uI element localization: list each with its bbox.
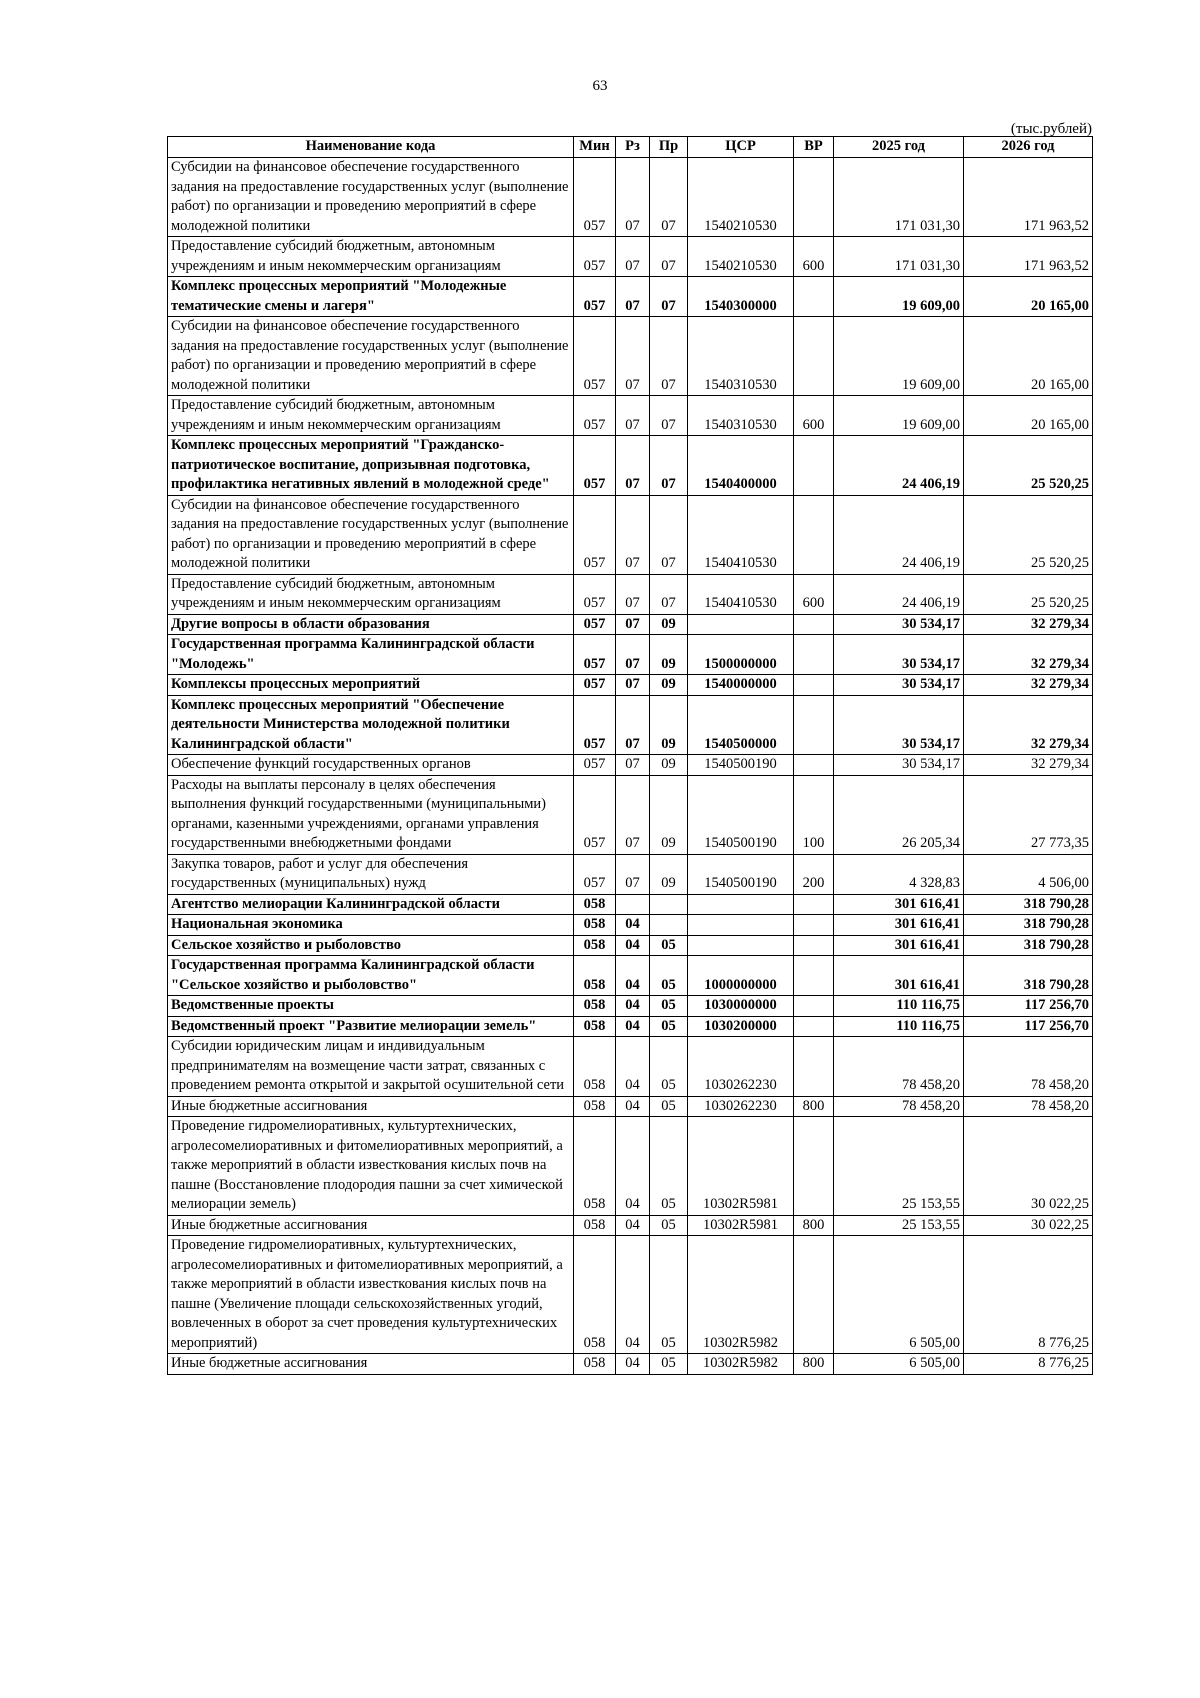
table-header-row xyxy=(168,137,1093,158)
table-row xyxy=(168,396,1093,436)
pr-cell: 09 xyxy=(650,635,688,675)
min-cell: 057 xyxy=(574,614,616,635)
vr-cell xyxy=(794,317,834,396)
rz-cell: 07 xyxy=(616,635,650,675)
rz-cell: 04 xyxy=(616,1236,650,1354)
rz-cell: 04 xyxy=(616,996,650,1017)
csr-cell: 1540500190 xyxy=(688,755,794,776)
vr-cell: 800 xyxy=(794,1215,834,1236)
pr-cell: 07 xyxy=(650,158,688,237)
name-cell: Субсидии юридическим лицам и индивидуальным предпринимателям на возмещение части затрат, связанных с проведением ремонта открытой и закрытой осушительной сети xyxy=(168,1037,574,1097)
min-cell: 057 xyxy=(574,277,616,317)
vr-cell xyxy=(794,675,834,696)
rz-cell: 07 xyxy=(616,695,650,755)
name-cell: Проведение гидромелиоративных, культуртехнических, агролесомелиоративных и фитомелиоративных мероприятий, а также мероприятий в области известкования кислых почв на пашне (Увеличение площади сельскохозяйственных угодий, вовлеченных в оборот за счет проведения культуртехнических мероприятий) xyxy=(168,1236,574,1354)
min-cell: 058 xyxy=(574,996,616,1017)
value-2025-cell: 30 534,17 xyxy=(834,635,964,675)
min-cell: 058 xyxy=(574,894,616,915)
value-2025-cell: 26 205,34 xyxy=(834,775,964,854)
name-cell: Государственная программа Калининградской области "Сельское хозяйство и рыболовство" xyxy=(168,956,574,996)
min-cell: 057 xyxy=(574,675,616,696)
name-cell: Другие вопросы в области образования xyxy=(168,614,574,635)
table-row xyxy=(168,1117,1093,1216)
value-2025-cell: 6 505,00 xyxy=(834,1354,964,1375)
min-cell: 057 xyxy=(574,396,616,436)
value-2026-cell: 8 776,25 xyxy=(964,1236,1093,1354)
value-2025-cell: 171 031,30 xyxy=(834,237,964,277)
value-2026-cell: 4 506,00 xyxy=(964,854,1093,894)
vr-cell xyxy=(794,755,834,776)
rz-cell: 07 xyxy=(616,614,650,635)
csr-cell: 1540000000 xyxy=(688,675,794,696)
name-cell: Субсидии на финансовое обеспечение государственного задания на предоставление государственных услуг (выполнение работ) по организации и проведению мероприятий в сфере молодежной политики xyxy=(168,495,574,574)
vr-cell xyxy=(794,935,834,956)
min-cell: 058 xyxy=(574,1215,616,1236)
vr-cell xyxy=(794,1236,834,1354)
vr-cell: 800 xyxy=(794,1354,834,1375)
pr-cell: 05 xyxy=(650,1096,688,1117)
table-row xyxy=(168,574,1093,614)
rz-cell: 07 xyxy=(616,495,650,574)
table-row xyxy=(168,695,1093,755)
rz-cell: 04 xyxy=(616,1354,650,1375)
csr-cell: 1030200000 xyxy=(688,1016,794,1037)
value-2025-cell: 24 406,19 xyxy=(834,574,964,614)
name-cell: Ведомственный проект "Развитие мелиорации земель" xyxy=(168,1016,574,1037)
value-2025-cell: 30 534,17 xyxy=(834,755,964,776)
value-2026-cell: 32 279,34 xyxy=(964,635,1093,675)
value-2025-cell: 30 534,17 xyxy=(834,614,964,635)
value-2025-cell: 24 406,19 xyxy=(834,495,964,574)
table-row xyxy=(168,675,1093,696)
csr-cell: 1540400000 xyxy=(688,436,794,496)
rz-cell xyxy=(616,894,650,915)
min-cell: 057 xyxy=(574,775,616,854)
vr-cell xyxy=(794,1117,834,1216)
vr-cell xyxy=(794,495,834,574)
vr-cell: 600 xyxy=(794,396,834,436)
csr-cell: 1540500190 xyxy=(688,854,794,894)
name-cell: Агентство мелиорации Калининградской области xyxy=(168,894,574,915)
value-2025-cell: 19 609,00 xyxy=(834,396,964,436)
pr-cell: 09 xyxy=(650,775,688,854)
pr-cell: 05 xyxy=(650,1236,688,1354)
pr-cell: 07 xyxy=(650,574,688,614)
rz-cell: 04 xyxy=(616,935,650,956)
csr-cell: 1540500000 xyxy=(688,695,794,755)
table-row xyxy=(168,775,1093,854)
value-2025-cell: 6 505,00 xyxy=(834,1236,964,1354)
value-2026-cell: 8 776,25 xyxy=(964,1354,1093,1375)
value-2025-cell: 25 153,55 xyxy=(834,1117,964,1216)
table-row xyxy=(168,1354,1093,1375)
name-cell: Иные бюджетные ассигнования xyxy=(168,1354,574,1375)
min-cell: 057 xyxy=(574,635,616,675)
value-2026-cell: 318 790,28 xyxy=(964,956,1093,996)
min-cell: 057 xyxy=(574,574,616,614)
rz-cell: 04 xyxy=(616,1037,650,1097)
value-2026-cell: 117 256,70 xyxy=(964,1016,1093,1037)
table-row xyxy=(168,1236,1093,1354)
value-2026-cell: 32 279,34 xyxy=(964,695,1093,755)
min-cell: 057 xyxy=(574,158,616,237)
pr-cell: 09 xyxy=(650,675,688,696)
value-2026-cell: 318 790,28 xyxy=(964,935,1093,956)
value-2025-cell: 110 116,75 xyxy=(834,996,964,1017)
csr-cell xyxy=(688,894,794,915)
rz-cell: 07 xyxy=(616,396,650,436)
table-row xyxy=(168,915,1093,936)
col-header-csr: ЦСР xyxy=(688,137,794,158)
value-2026-cell: 30 022,25 xyxy=(964,1117,1093,1216)
csr-cell: 1540410530 xyxy=(688,574,794,614)
value-2026-cell: 20 165,00 xyxy=(964,317,1093,396)
rz-cell: 07 xyxy=(616,574,650,614)
csr-cell: 1030262230 xyxy=(688,1096,794,1117)
pr-cell xyxy=(650,915,688,936)
vr-cell xyxy=(794,635,834,675)
name-cell: Комплексы процессных мероприятий xyxy=(168,675,574,696)
min-cell: 058 xyxy=(574,1117,616,1216)
rz-cell: 07 xyxy=(616,675,650,696)
value-2026-cell: 318 790,28 xyxy=(964,894,1093,915)
table-row xyxy=(168,237,1093,277)
min-cell: 058 xyxy=(574,915,616,936)
table-row xyxy=(168,317,1093,396)
value-2026-cell: 32 279,34 xyxy=(964,755,1093,776)
pr-cell: 05 xyxy=(650,1117,688,1216)
vr-cell: 600 xyxy=(794,237,834,277)
min-cell: 057 xyxy=(574,755,616,776)
col-header-pr: Пр xyxy=(650,137,688,158)
value-2025-cell: 78 458,20 xyxy=(834,1037,964,1097)
min-cell: 058 xyxy=(574,935,616,956)
value-2026-cell: 25 520,25 xyxy=(964,436,1093,496)
min-cell: 057 xyxy=(574,237,616,277)
value-2025-cell: 301 616,41 xyxy=(834,935,964,956)
vr-cell xyxy=(794,436,834,496)
csr-cell: 1030000000 xyxy=(688,996,794,1017)
value-2026-cell: 78 458,20 xyxy=(964,1096,1093,1117)
value-2026-cell: 78 458,20 xyxy=(964,1037,1093,1097)
pr-cell: 09 xyxy=(650,755,688,776)
csr-cell xyxy=(688,915,794,936)
csr-cell xyxy=(688,935,794,956)
min-cell: 057 xyxy=(574,436,616,496)
col-header-min: Мин xyxy=(574,137,616,158)
name-cell: Предоставление субсидий бюджетным, автономным учреждениям и иным некоммерческим организациям xyxy=(168,574,574,614)
min-cell: 058 xyxy=(574,956,616,996)
col-header-name: Наименование кода xyxy=(168,137,574,158)
vr-cell xyxy=(794,956,834,996)
rz-cell: 04 xyxy=(616,915,650,936)
name-cell: Национальная экономика xyxy=(168,915,574,936)
min-cell: 058 xyxy=(574,1096,616,1117)
pr-cell: 05 xyxy=(650,1354,688,1375)
value-2025-cell: 301 616,41 xyxy=(834,956,964,996)
pr-cell: 05 xyxy=(650,1016,688,1037)
pr-cell: 07 xyxy=(650,396,688,436)
name-cell: Комплекс процессных мероприятий "Гражданско-патриотическое воспитание, допризывная подготовка, профилактика негативных явлений в молодежной среде" xyxy=(168,436,574,496)
table-row xyxy=(168,158,1093,237)
value-2025-cell: 110 116,75 xyxy=(834,1016,964,1037)
pr-cell: 05 xyxy=(650,956,688,996)
value-2025-cell: 171 031,30 xyxy=(834,158,964,237)
name-cell: Закупка товаров, работ и услуг для обеспечения государственных (муниципальных) нужд xyxy=(168,854,574,894)
min-cell: 058 xyxy=(574,1037,616,1097)
page-number: 63 xyxy=(592,78,608,94)
table-row xyxy=(168,935,1093,956)
name-cell: Предоставление субсидий бюджетным, автономным учреждениям и иным некоммерческим организациям xyxy=(168,396,574,436)
table-row xyxy=(168,277,1093,317)
pr-cell: 09 xyxy=(650,614,688,635)
table-row xyxy=(168,894,1093,915)
value-2025-cell: 19 609,00 xyxy=(834,277,964,317)
vr-cell xyxy=(794,915,834,936)
name-cell: Субсидии на финансовое обеспечение государственного задания на предоставление государственных услуг (выполнение работ) по организации и проведению мероприятий в сфере молодежной политики xyxy=(168,158,574,237)
min-cell: 058 xyxy=(574,1016,616,1037)
table-row xyxy=(168,495,1093,574)
vr-cell xyxy=(794,1037,834,1097)
name-cell: Комплекс процессных мероприятий "Молодежные тематические смены и лагеря" xyxy=(168,277,574,317)
value-2026-cell: 171 963,52 xyxy=(964,158,1093,237)
name-cell: Ведомственные проекты xyxy=(168,996,574,1017)
value-2026-cell: 318 790,28 xyxy=(964,915,1093,936)
rz-cell: 07 xyxy=(616,317,650,396)
pr-cell: 07 xyxy=(650,237,688,277)
table-row xyxy=(168,1037,1093,1097)
rz-cell: 04 xyxy=(616,1096,650,1117)
value-2026-cell: 30 022,25 xyxy=(964,1215,1093,1236)
csr-cell: 10302R5981 xyxy=(688,1117,794,1216)
csr-cell: 1540310530 xyxy=(688,317,794,396)
value-2026-cell: 25 520,25 xyxy=(964,574,1093,614)
table-body xyxy=(168,158,1093,1375)
csr-cell: 1540410530 xyxy=(688,495,794,574)
table-row xyxy=(168,956,1093,996)
value-2025-cell: 19 609,00 xyxy=(834,317,964,396)
col-header-vr: ВР xyxy=(794,137,834,158)
min-cell: 057 xyxy=(574,317,616,396)
value-2026-cell: 117 256,70 xyxy=(964,996,1093,1017)
rz-cell: 07 xyxy=(616,854,650,894)
vr-cell xyxy=(794,614,834,635)
rz-cell: 04 xyxy=(616,956,650,996)
min-cell: 057 xyxy=(574,854,616,894)
min-cell: 057 xyxy=(574,495,616,574)
table-row xyxy=(168,614,1093,635)
value-2025-cell: 301 616,41 xyxy=(834,894,964,915)
pr-cell xyxy=(650,894,688,915)
csr-cell: 1540210530 xyxy=(688,158,794,237)
pr-cell: 07 xyxy=(650,317,688,396)
value-2025-cell: 4 328,83 xyxy=(834,854,964,894)
value-2026-cell: 25 520,25 xyxy=(964,495,1093,574)
pr-cell: 09 xyxy=(650,854,688,894)
value-2025-cell: 24 406,19 xyxy=(834,436,964,496)
table-row xyxy=(168,1215,1093,1236)
name-cell: Комплекс процессных мероприятий "Обеспечение деятельности Министерства молодежной политики Калининградской области" xyxy=(168,695,574,755)
pr-cell: 05 xyxy=(650,1037,688,1097)
table-row xyxy=(168,1096,1093,1117)
csr-cell: 1540310530 xyxy=(688,396,794,436)
vr-cell xyxy=(794,158,834,237)
csr-cell: 1000000000 xyxy=(688,956,794,996)
pr-cell: 05 xyxy=(650,935,688,956)
value-2026-cell: 27 773,35 xyxy=(964,775,1093,854)
name-cell: Расходы на выплаты персоналу в целях обеспечения выполнения функций государственными (муниципальными) органами, казенными учреждениями, органами управления государственными внебюджетными фондами xyxy=(168,775,574,854)
value-2026-cell: 20 165,00 xyxy=(964,277,1093,317)
value-2025-cell: 30 534,17 xyxy=(834,675,964,696)
rz-cell: 07 xyxy=(616,237,650,277)
budget-table xyxy=(167,136,1093,1375)
vr-cell xyxy=(794,695,834,755)
vr-cell xyxy=(794,277,834,317)
min-cell: 058 xyxy=(574,1354,616,1375)
vr-cell: 200 xyxy=(794,854,834,894)
vr-cell xyxy=(794,894,834,915)
name-cell: Обеспечение функций государственных органов xyxy=(168,755,574,776)
value-2026-cell: 171 963,52 xyxy=(964,237,1093,277)
table-row xyxy=(168,854,1093,894)
rz-cell: 07 xyxy=(616,755,650,776)
table-row xyxy=(168,996,1093,1017)
name-cell: Иные бюджетные ассигнования xyxy=(168,1215,574,1236)
pr-cell: 09 xyxy=(650,695,688,755)
csr-cell: 1540500190 xyxy=(688,775,794,854)
value-2026-cell: 32 279,34 xyxy=(964,675,1093,696)
csr-cell: 10302R5982 xyxy=(688,1354,794,1375)
table-row xyxy=(168,1016,1093,1037)
rz-cell: 07 xyxy=(616,775,650,854)
rz-cell: 04 xyxy=(616,1215,650,1236)
value-2026-cell: 20 165,00 xyxy=(964,396,1093,436)
csr-cell xyxy=(688,614,794,635)
pr-cell: 05 xyxy=(650,996,688,1017)
name-cell: Сельское хозяйство и рыболовство xyxy=(168,935,574,956)
table-row xyxy=(168,635,1093,675)
table-row xyxy=(168,755,1093,776)
value-2026-cell: 32 279,34 xyxy=(964,614,1093,635)
csr-cell: 1500000000 xyxy=(688,635,794,675)
name-cell: Проведение гидромелиоративных, культуртехнических, агролесомелиоративных и фитомелиоративных мероприятий, а также мероприятий в области известкования кислых почв на пашне (Восстановление плодородия пашни за счет химической мелиорации земель) xyxy=(168,1117,574,1216)
rz-cell: 07 xyxy=(616,277,650,317)
vr-cell xyxy=(794,996,834,1017)
csr-cell: 1540300000 xyxy=(688,277,794,317)
table-row xyxy=(168,436,1093,496)
csr-cell: 10302R5981 xyxy=(688,1215,794,1236)
value-2025-cell: 30 534,17 xyxy=(834,695,964,755)
pr-cell: 07 xyxy=(650,436,688,496)
name-cell: Иные бюджетные ассигнования xyxy=(168,1096,574,1117)
pr-cell: 05 xyxy=(650,1215,688,1236)
rz-cell: 07 xyxy=(616,436,650,496)
rz-cell: 07 xyxy=(616,158,650,237)
rz-cell: 04 xyxy=(616,1117,650,1216)
value-2025-cell: 78 458,20 xyxy=(834,1096,964,1117)
name-cell: Государственная программа Калининградской области "Молодежь" xyxy=(168,635,574,675)
csr-cell: 1030262230 xyxy=(688,1037,794,1097)
min-cell: 058 xyxy=(574,1236,616,1354)
csr-cell: 10302R5982 xyxy=(688,1236,794,1354)
vr-cell: 100 xyxy=(794,775,834,854)
unit-note: (тыс.рублей) xyxy=(1010,121,1092,137)
col-header-2025: 2025 год xyxy=(834,137,964,158)
name-cell: Субсидии на финансовое обеспечение государственного задания на предоставление государственных услуг (выполнение работ) по организации и проведению мероприятий в сфере молодежной политики xyxy=(168,317,574,396)
col-header-2026: 2026 год xyxy=(964,137,1093,158)
vr-cell: 600 xyxy=(794,574,834,614)
vr-cell: 800 xyxy=(794,1096,834,1117)
vr-cell xyxy=(794,1016,834,1037)
csr-cell: 1540210530 xyxy=(688,237,794,277)
pr-cell: 07 xyxy=(650,277,688,317)
name-cell: Предоставление субсидий бюджетным, автономным учреждениям и иным некоммерческим организациям xyxy=(168,237,574,277)
value-2025-cell: 25 153,55 xyxy=(834,1215,964,1236)
pr-cell: 07 xyxy=(650,495,688,574)
col-header-rz: Рз xyxy=(616,137,650,158)
value-2025-cell: 301 616,41 xyxy=(834,915,964,936)
min-cell: 057 xyxy=(574,695,616,755)
rz-cell: 04 xyxy=(616,1016,650,1037)
